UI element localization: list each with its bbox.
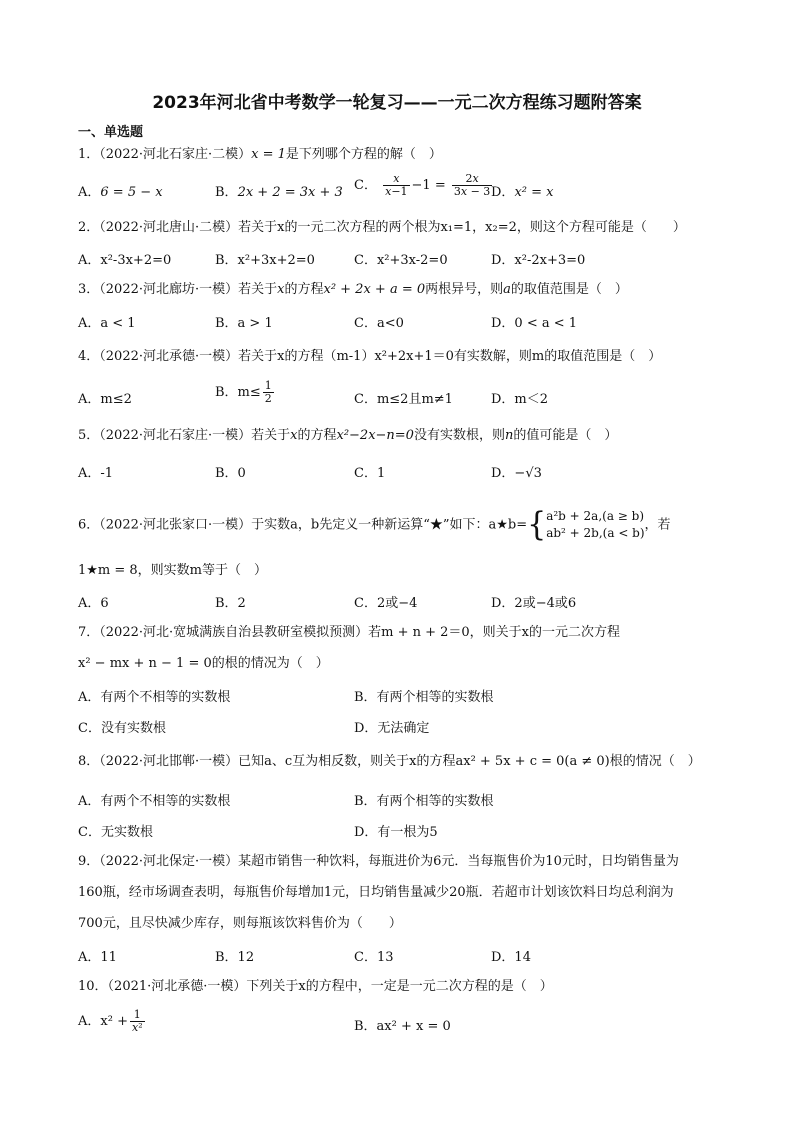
option-c: C．1 bbox=[354, 466, 386, 481]
option-c: C． $\frac{x}{x-1}$ −1 = $\frac{2x}{3x - 3}$ bbox=[354, 172, 491, 198]
page-title: 2023年河北省中考数学一轮复习——一元二次方程练习题附答案 bbox=[152, 93, 642, 113]
option-a: A．6 bbox=[78, 596, 109, 611]
option-c: C．x²+3x-2=0 bbox=[354, 253, 448, 268]
question-1-options bbox=[78, 172, 718, 203]
option-d: D．m＜2 bbox=[491, 392, 549, 407]
option-a: A．6 = 5 − x bbox=[78, 185, 163, 200]
option-b: B．x²+3x+2=0 bbox=[215, 253, 315, 268]
question-8: 8．（2022·河北邯郸·一模）已知a、c互为相反数，则关于x的方程ax² + 5x + c = 0(a ≠ 0)根的情况（ ） bbox=[78, 754, 701, 769]
option-a: A．-1 bbox=[78, 466, 114, 481]
option-d: D．2或−4或6 bbox=[491, 596, 577, 611]
question-6-line-2: 1★m = 8，则实数m等于（ ） bbox=[78, 563, 268, 578]
option-d: D．x²-2x+3=0 bbox=[491, 253, 586, 268]
option-d: D．14 bbox=[491, 950, 531, 965]
option-c: C．m≤2且m≠1 bbox=[354, 392, 453, 407]
option-b: B．0 bbox=[215, 466, 246, 481]
option-b: B．有两个相等的实数根 bbox=[354, 794, 494, 809]
question-5: 5．（2022·河北石家庄·一模）若关于x的方程x²−2x−n=0没有实数根，则n的值可能是（ ） bbox=[78, 428, 618, 443]
question-7: 7．（2022·河北·宽城满族自治县教研室模拟预测）若m + n + 2＝0，则关于x的一元二次方程 bbox=[78, 625, 621, 640]
option-d: D．−√3 bbox=[491, 466, 542, 481]
option-a: A．x²-3x+2=0 bbox=[78, 253, 172, 268]
section-heading: 一、单选题 bbox=[78, 125, 144, 140]
option-b: B．12 bbox=[215, 950, 255, 965]
question-7-options-row-1 bbox=[78, 686, 718, 708]
question-7-line-2: x² − mx + n − 1 = 0的根的情况为（ ） bbox=[78, 656, 329, 671]
option-b: B．ax² + x = 0 bbox=[354, 1019, 451, 1034]
option-d: D．x² = x bbox=[491, 185, 554, 200]
option-c: C．没有实数根 bbox=[78, 721, 166, 736]
question-4-options bbox=[78, 379, 718, 410]
question-7-options-row-2 bbox=[78, 717, 718, 739]
option-a: A．x² + $\frac{1}{\text{x²}}$ bbox=[78, 1008, 143, 1034]
option-c: C．a<0 bbox=[354, 316, 404, 331]
option-b: B．2x + 2 = 3x + 3 bbox=[215, 185, 343, 200]
option-a: A．a < 1 bbox=[78, 316, 136, 331]
option-a: A．有两个不相等的实数根 bbox=[78, 794, 231, 809]
option-d: D．有一根为5 bbox=[354, 825, 438, 840]
option-b: B．2 bbox=[215, 596, 246, 611]
question-6-options bbox=[78, 592, 718, 614]
option-a: A．11 bbox=[78, 950, 117, 965]
question-8-options-row-1 bbox=[78, 790, 718, 812]
option-b: B．m≤ $\frac{1}{2}$ bbox=[215, 379, 272, 405]
question-1: 1．（2022·河北石家庄·二模）x = 1是下列哪个方程的解（ ） bbox=[78, 147, 442, 162]
question-3-options bbox=[78, 312, 718, 334]
option-b: B．有两个相等的实数根 bbox=[354, 690, 494, 705]
question-9-line-2: 160瓶，经市场调查表明，每瓶售价每增加1元，日均销售量减少20瓶．若超市计划该饮料日均总利润为 bbox=[78, 885, 674, 900]
question-10-options bbox=[78, 1008, 718, 1037]
option-d: D．无法确定 bbox=[354, 721, 430, 736]
option-c: C．2或−4 bbox=[354, 596, 418, 611]
option-a: A．有两个不相等的实数根 bbox=[78, 690, 231, 705]
question-9: 9．（2022·河北保定·一模）某超市销售一种饮料，每瓶进价为6元．当每瓶售价为10元时，日均销售量为 bbox=[78, 854, 679, 869]
question-9-line-3: 700元，且尽快减少库存，则每瓶该饮料售价为（ ） bbox=[78, 916, 402, 931]
question-4: 4．（2022·河北承德·一模）若关于x的方程（m-1）x²+2x+1＝0有实数解，则m的取值范围是（ ） bbox=[78, 349, 662, 364]
question-5-options bbox=[78, 462, 718, 484]
question-9-options bbox=[78, 946, 718, 968]
question-2: 2．（2022·河北唐山·二模）若关于x的一元二次方程的两个根为x₁=1，x₂=2，则这个方程可能是（ ） bbox=[78, 220, 686, 235]
option-b: B．a > 1 bbox=[215, 316, 273, 331]
option-a: A．m≤2 bbox=[78, 392, 132, 407]
question-10: 10．（2021·河北承德·一模）下列关于x的方程中，一定是一元二次方程的是（ ） bbox=[78, 979, 553, 994]
question-3: 3．（2022·河北廊坊·一模）若关于x的方程x² + 2x + a = 0两根异号，则a的取值范围是（ ） bbox=[78, 282, 628, 297]
question-2-options bbox=[78, 249, 718, 271]
option-d: D．0 < a < 1 bbox=[491, 316, 578, 331]
option-c: C．无实数根 bbox=[78, 825, 153, 840]
option-c: C．13 bbox=[354, 950, 394, 965]
question-8-options-row-2 bbox=[78, 821, 718, 843]
question-6: 6．（2022·河北张家口·一模）于实数a，b先定义一种新运算“★”如下：a★b={ a²b + 2a,(a ≥ b) ab² + 2b,(a < b) ，若 bbox=[78, 505, 671, 544]
